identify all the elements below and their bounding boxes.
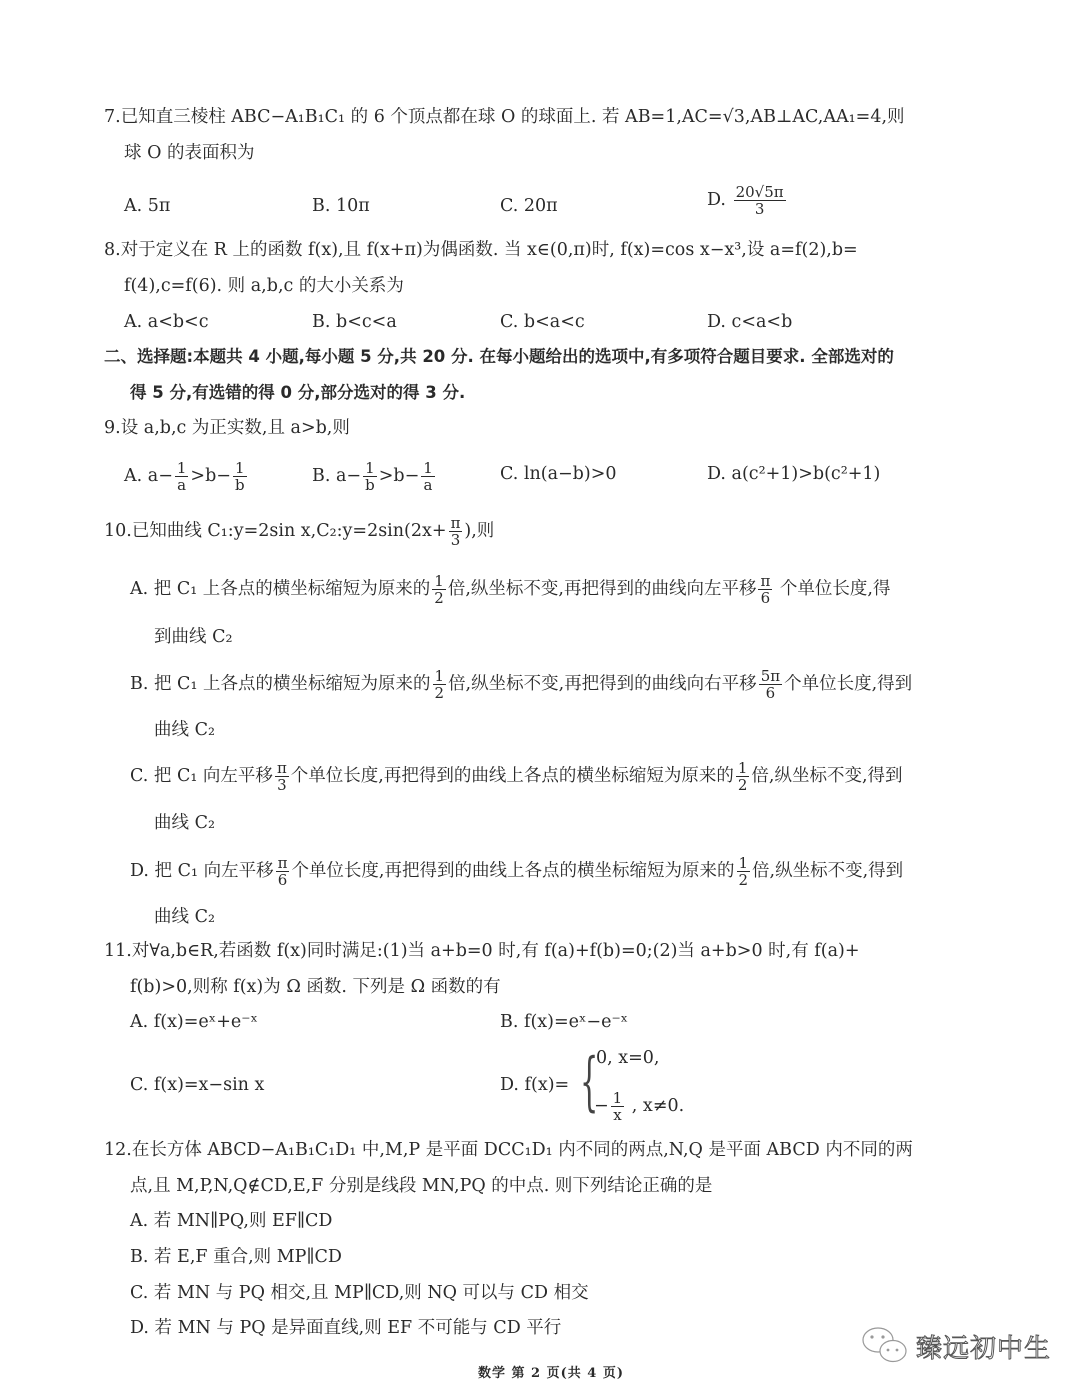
text: ),则 — [464, 521, 495, 541]
text: 倍,纵坐标不变,得到 — [752, 861, 904, 881]
fraction: $\frac{1}{b}$ — [234, 459, 245, 494]
question-11-option-b: B. f(x)=eˣ−e⁻ˣ — [500, 1012, 629, 1032]
question-11-option-d-label: D. f(x)= — [500, 1075, 570, 1095]
question-7-option-b: B. 10π — [312, 196, 370, 216]
question-9-option-a — [124, 460, 249, 493]
question-10-option-b-line2: 曲线 C₂ — [154, 720, 215, 740]
text: 倍,纵坐标不变,得到 — [751, 766, 903, 786]
question-11-stem-line1: 11.对∀a,b∈R,若函数 f(x)同时满足:(1)当 a+b=0 时,有 f(a)+f(b)=0;(2)当 a+b>0 时,有 f(a)+ — [104, 941, 860, 961]
question-12-option-d: D. 若 MN 与 PQ 是异面直线,则 EF 不可能与 CD 平行 — [130, 1318, 562, 1338]
question-8-option-d: D. c<a<b — [707, 312, 793, 332]
question-9-stem: 9.设 a,b,c 为正实数,且 a>b,则 — [104, 418, 350, 438]
watermark-text: 臻远初中生 — [916, 1333, 1052, 1364]
text: 个单位长度,得 — [774, 579, 891, 599]
fraction: $\frac{1}{x}$ — [612, 1089, 623, 1124]
question-9-option-c: C. ln(a−b)>0 — [500, 464, 617, 484]
text: C. 把 C₁ 向左平移 — [130, 766, 273, 786]
option-d-label: D. — [707, 190, 726, 210]
question-8-stem-line1: 8.对于定义在 R 上的函数 f(x),且 f(x+π)为偶函数. 当 x∈(0,π)时, f(x)=cos x−x³,设 a=f(2),b= — [104, 240, 858, 260]
text: A. 把 C₁ 上各点的横坐标缩短为原来的 — [130, 579, 431, 599]
fraction: $\frac{5\pi}{6}$ — [760, 667, 781, 702]
fraction: $\frac{\pi}{6}$ — [277, 854, 288, 889]
fraction: $\frac{1}{2}$ — [434, 572, 444, 607]
brace-icon: { — [580, 1045, 599, 1119]
question-10-option-c — [130, 760, 903, 793]
question-12-option-a: A. 若 MN∥PQ,则 EF∥CD — [130, 1211, 333, 1231]
question-10-option-a — [130, 573, 890, 606]
text: >b− — [190, 466, 231, 486]
question-10-option-d — [130, 855, 903, 888]
question-7-option-d — [707, 184, 788, 217]
text: >b− — [378, 466, 420, 486]
question-12-option-b: B. 若 E,F 重合,则 MP∥CD — [130, 1247, 342, 1267]
text: 倍,纵坐标不变,再把得到的曲线向左平移 — [447, 579, 757, 599]
text: B. 把 C₁ 上各点的横坐标缩短为原来的 — [130, 674, 431, 694]
fraction: $\frac{\pi}{3}$ — [450, 514, 461, 549]
text: B. a− — [312, 466, 362, 486]
question-10-option-d-line2: 曲线 C₂ — [154, 907, 215, 927]
fraction: $\frac{1}{2}$ — [737, 759, 748, 794]
fraction: $\frac{1}{2}$ — [434, 667, 445, 702]
question-11-option-a: A. f(x)=eˣ+e⁻ˣ — [130, 1012, 258, 1032]
question-12-stem-line1: 12.在长方体 ABCD−A₁B₁C₁D₁ 中,M,P 是平面 DCC₁D₁ 内不同的两点,N,Q 是平面 ABCD 内不同的两 — [104, 1140, 913, 1160]
question-10-option-a-line2: 到曲线 C₂ — [154, 627, 233, 647]
text: 个单位长度,再把得到的曲线上各点的横坐标缩短为原来的 — [290, 766, 734, 786]
question-10-stem — [104, 515, 494, 548]
question-11-stem-line2: f(b)>0,则称 f(x)为 Ω 函数. 下列是 Ω 函数的有 — [130, 977, 501, 997]
question-10-option-c-line2: 曲线 C₂ — [154, 813, 215, 833]
question-12-option-c: C. 若 MN 与 PQ 相交,且 MP∥CD,则 NQ 可以与 CD 相交 — [130, 1283, 589, 1303]
question-11-option-d-case1: 0, x=0, — [596, 1048, 660, 1068]
question-8-stem-line2: f(4),c=f(6). 则 a,b,c 的大小关系为 — [124, 276, 404, 296]
question-8-option-b: B. b<c<a — [312, 312, 397, 332]
question-11-option-d-case2 — [594, 1090, 684, 1123]
text: 个单位长度,得到 — [784, 674, 913, 694]
text: D. 把 C₁ 向左平移 — [130, 861, 274, 881]
question-8-option-c: C. b<a<c — [500, 312, 585, 332]
page-footer: 数学 第 2 页(共 4 页) — [478, 1366, 625, 1381]
fraction: $\frac{20√5\pi}{3}$ — [735, 183, 784, 218]
text: − — [594, 1096, 609, 1116]
text: 10.已知曲线 C₁:y=2sin x,C₂:y=2sin(2x+ — [104, 521, 447, 541]
text: 个单位长度,再把得到的曲线上各点的横坐标缩短为原来的 — [291, 861, 735, 881]
question-9-option-b — [312, 460, 437, 493]
text: 倍,纵坐标不变,再把得到的曲线向右平移 — [448, 674, 757, 694]
question-7-option-a: A. 5π — [124, 196, 171, 216]
wechat-icon — [860, 1325, 910, 1367]
question-12-stem-line2: 点,且 M,P,N,Q∉CD,E,F 分别是线段 MN,PQ 的中点. 则下列结论正确的是 — [130, 1176, 713, 1196]
question-9-option-d: D. a(c²+1)>b(c²+1) — [707, 464, 881, 484]
question-7-stem-line2: 球 O 的表面积为 — [124, 143, 255, 163]
section-2-heading-line2: 得 5 分,有选错的得 0 分,部分选对的得 3 分. — [130, 383, 466, 402]
question-10-option-b — [130, 668, 912, 701]
fraction: $\frac{\pi}{6}$ — [760, 572, 771, 607]
fraction: $\frac{\pi}{3}$ — [276, 759, 287, 794]
text: A. a− — [124, 466, 173, 486]
fraction: $\frac{1}{a}$ — [423, 459, 433, 494]
fraction: $\frac{1}{b}$ — [365, 459, 375, 494]
section-2-heading-line1: 二、选择题:本题共 4 小题,每小题 5 分,共 20 分. 在每小题给出的选项中,有多项符合题目要求. 全部选对的 — [104, 347, 894, 366]
watermark — [860, 1325, 1051, 1367]
question-7-stem-line1: 7.已知直三棱柱 ABC−A₁B₁C₁ 的 6 个顶点都在球 O 的球面上. 若 AB=1,AC=√3,AB⊥AC,AA₁=4,则 — [104, 107, 905, 127]
question-8-option-a: A. a<b<c — [124, 312, 209, 332]
text: , x≠0. — [626, 1096, 685, 1116]
question-7-option-c: C. 20π — [500, 196, 558, 216]
question-11-option-c: C. f(x)=x−sin x — [130, 1075, 265, 1095]
fraction: $\frac{1}{a}$ — [176, 459, 187, 494]
fraction: $\frac{1}{2}$ — [738, 854, 749, 889]
